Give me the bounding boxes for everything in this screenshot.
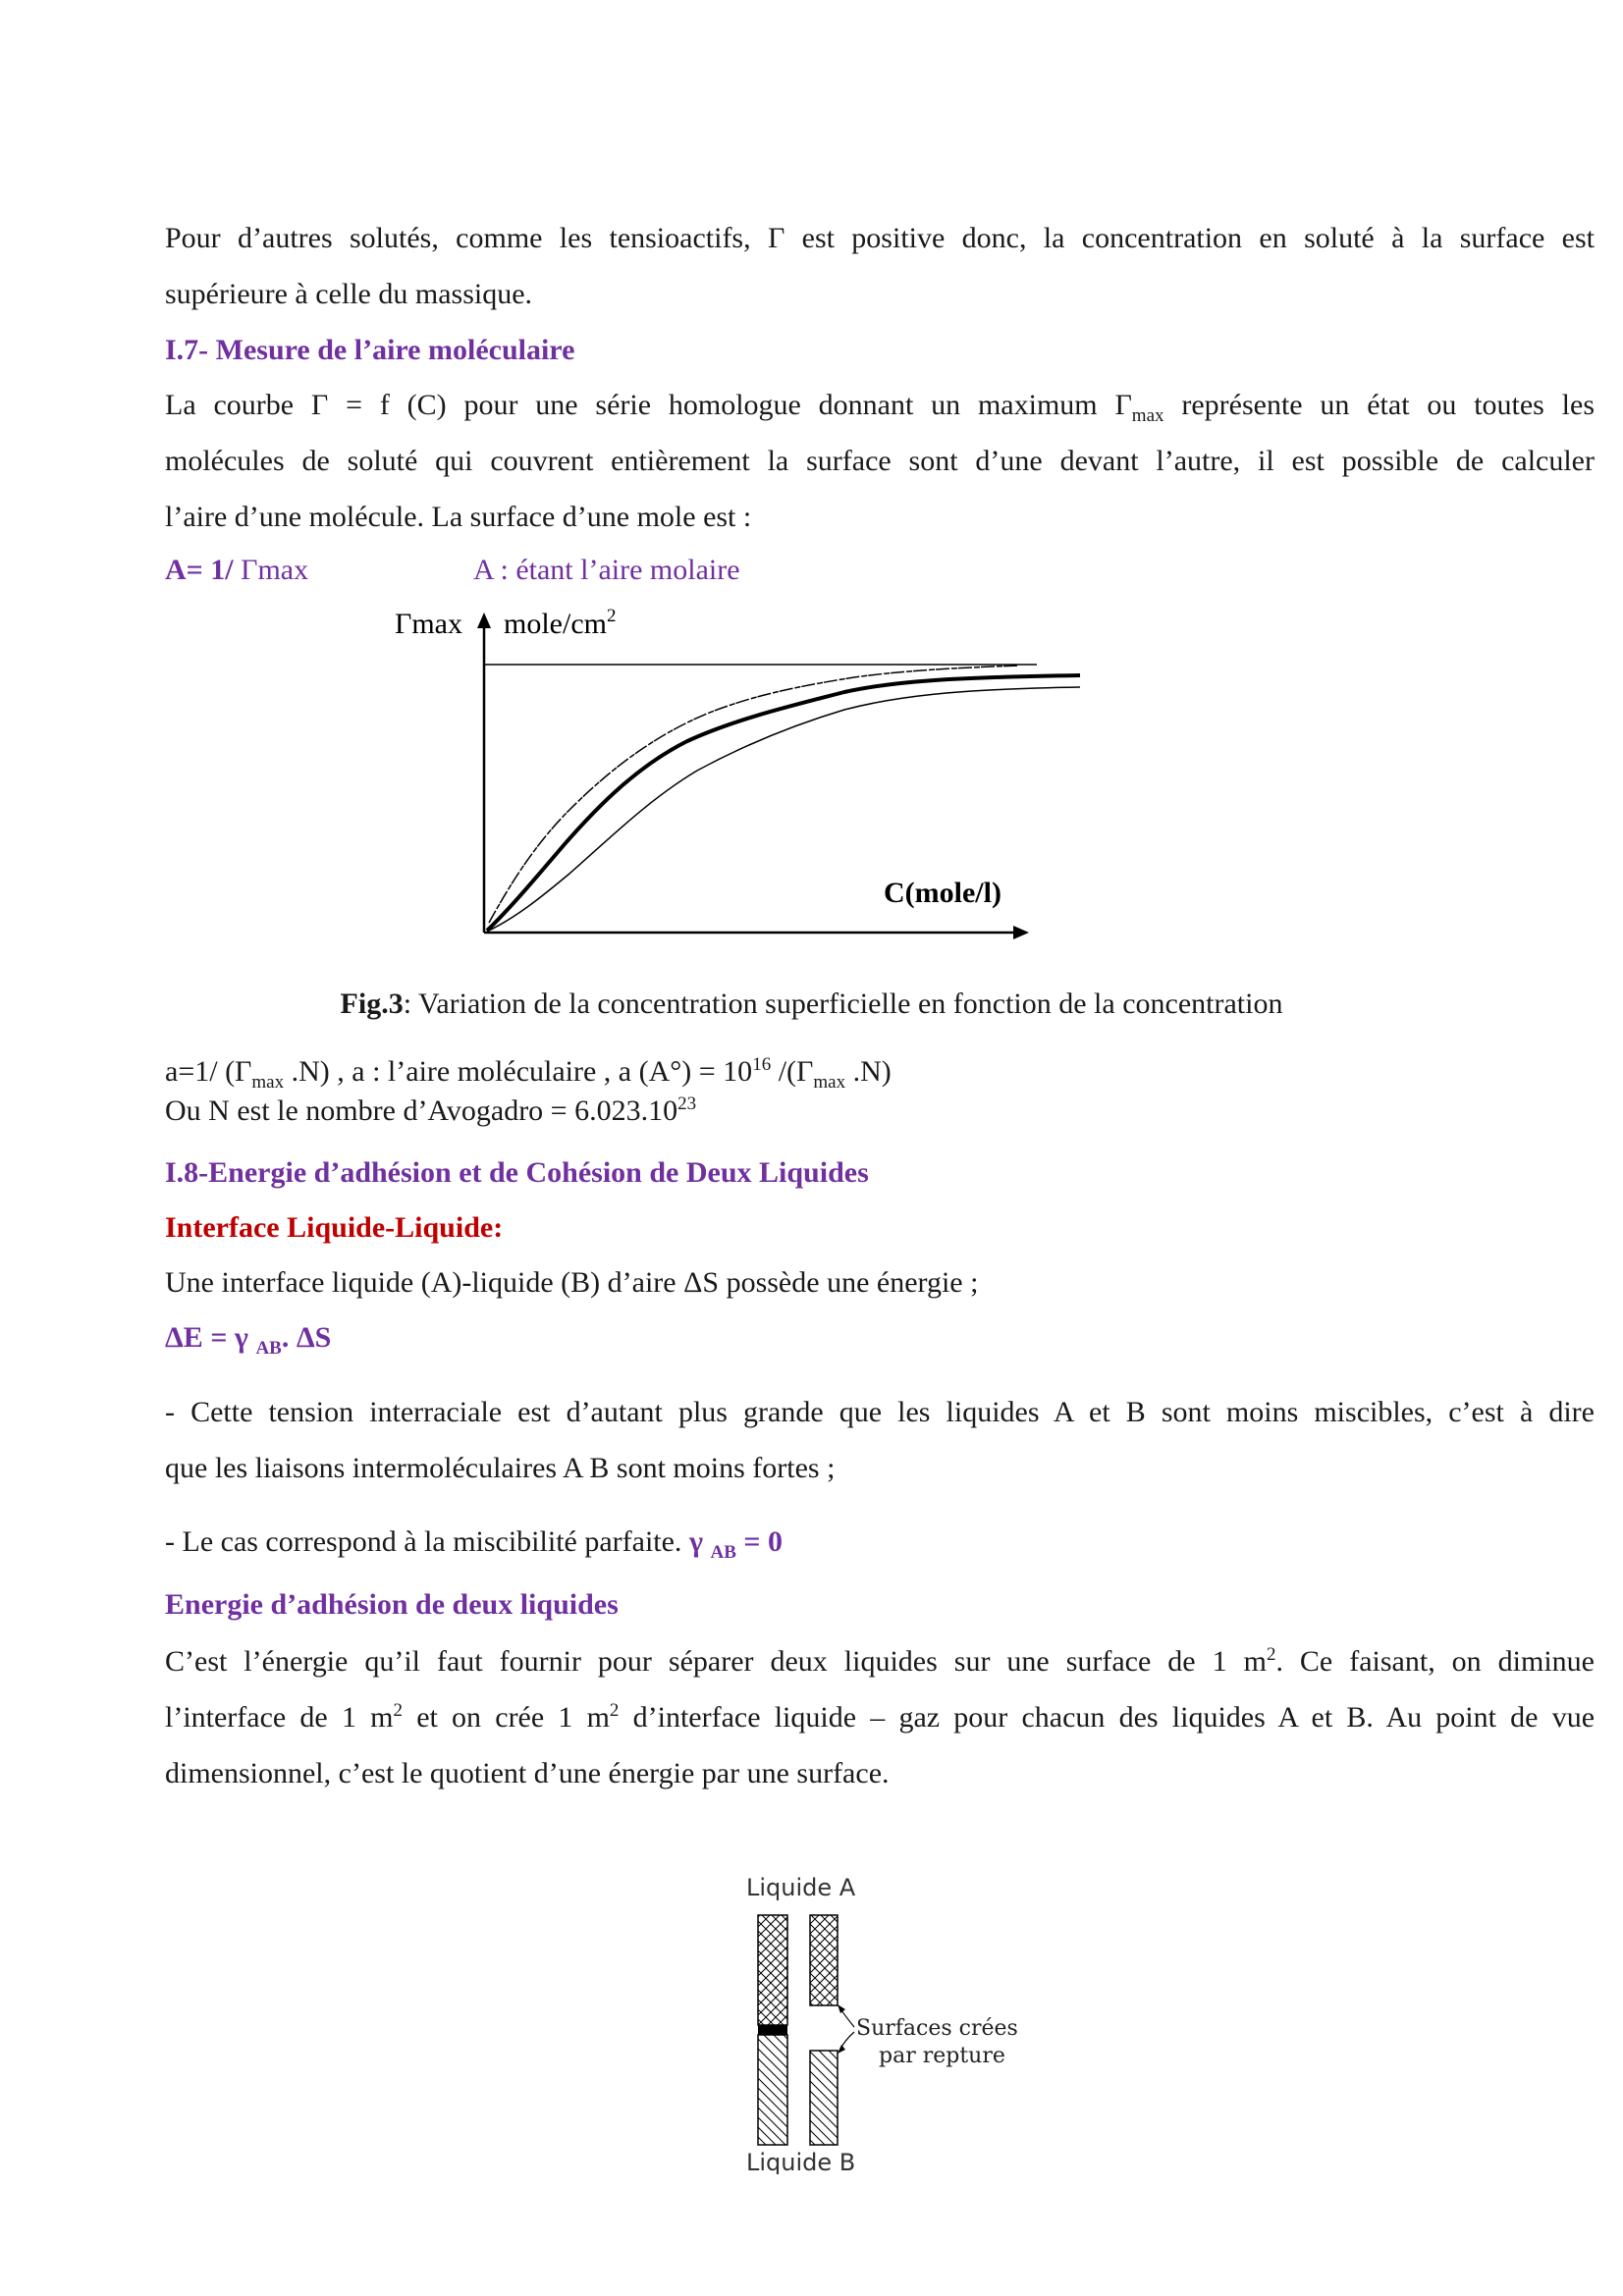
x-axis-arrow bbox=[1013, 926, 1029, 939]
energy-formula: ΔE = γ $_{AB}$. ΔS bbox=[165, 1321, 332, 1359]
label-liquid-a: Liquide A bbox=[746, 1874, 856, 1901]
arrow-head-bottom bbox=[838, 2045, 845, 2054]
liquid-a-column bbox=[758, 1915, 787, 2025]
paragraph-line: molécules de soluté qui couvrent entièrement la surface sont d’une devant l’autre, il est possible de calculer bbox=[165, 445, 1595, 477]
y-axis-unit: mole/$cm^2$ bbox=[504, 606, 617, 640]
arrow-head-top bbox=[838, 2004, 845, 2013]
paragraph-line: La courbe Γ = f (C) pour une série homologue donnant un maximum $\Gamma_{max}$ représente un état ou toutes les bbox=[165, 389, 1595, 426]
chart-svg bbox=[373, 599, 1100, 952]
formula-molecular-area: a=1/ ($\Gamma_{max}$ .N) , a : l’aire moléculaire , a $(A^\circ) = 10^{16}$ $/(\Gamma_{max}$ .N) bbox=[165, 1054, 892, 1093]
liquids-diagram bbox=[727, 1870, 1041, 2174]
liquid-b-separated bbox=[810, 2051, 838, 2145]
formula-note: A : étant l’aire molaire bbox=[473, 554, 740, 586]
avogadro-line: Ou N est le nombre d’Avogadro = $6.023.10^{23}$ bbox=[165, 1094, 697, 1127]
y-axis-symbol: Γmax bbox=[395, 608, 462, 640]
y-axis-arrow bbox=[477, 613, 491, 628]
bullet-line: - Le cas correspond à la miscibilité parfaite. γ $_{AB}$ = 0 bbox=[165, 1525, 783, 1563]
label-liquid-b: Liquide B bbox=[746, 2149, 856, 2174]
adhesion-heading: Energie d’adhésion de deux liquides bbox=[165, 1588, 619, 1621]
figure-caption: Fig.3: Variation de la concentration superficielle en fonction de la concentration bbox=[340, 988, 1283, 1020]
paragraph-line: Pour d’autres solutés, comme les tensioactifs, Γ est positive donc, la concentration en soluté à la surface est bbox=[165, 222, 1595, 254]
interface-heading: Interface Liquide-Liquide: bbox=[165, 1211, 504, 1244]
paragraph-line: C’est l’énergie qu’il faut fournir pour séparer deux liquides sur une surface de 1 $m^2$. Ce faisant, on diminue bbox=[165, 1644, 1595, 1678]
interface-text: Une interface liquide (A)-liquide (B) d’aire ΔS possède une énergie ; bbox=[165, 1266, 979, 1299]
chart-fig3 bbox=[373, 599, 1100, 952]
paragraph-line: l’interface de 1 $m^2$ et on crée 1 $m^2$ d’interface liquide – gaz pour chacun des liquides A et B. Au point de vue bbox=[165, 1700, 1596, 1734]
bullet-line: - Cette tension interraciale est d’autant plus grande que les liquides A et B sont moins miscibles, c’est à dire bbox=[165, 1396, 1595, 1428]
section-title-i8: I.8-Energie d’adhésion et de Cohésion de Deux Liquides bbox=[165, 1156, 869, 1189]
annotation-line-1: Surfaces crées bbox=[856, 2016, 1018, 2041]
interface-band bbox=[758, 2025, 787, 2035]
annotation-line-2: par repture bbox=[879, 2044, 1005, 2068]
paragraph-line: l’aire d’une molécule. La surface d’une mole est : bbox=[165, 501, 752, 533]
bullet-line: que les liaisons intermoléculaires A B sont moins fortes ; bbox=[165, 1452, 836, 1484]
formula-molar-area: A= 1/ Γmax bbox=[165, 554, 309, 586]
section-title-i7: I.7- Mesure de l’aire moléculaire bbox=[165, 334, 575, 366]
paragraph-line: dimensionnel, c’est le quotient d’une énergie par une surface. bbox=[165, 1757, 890, 1789]
liquids-svg bbox=[727, 1870, 1041, 2174]
liquid-a-separated bbox=[810, 1915, 838, 2005]
paragraph-line: supérieure à celle du massique. bbox=[165, 278, 533, 310]
x-axis-label: C(mole/l) bbox=[884, 877, 1001, 909]
liquid-b-column bbox=[758, 2035, 787, 2145]
